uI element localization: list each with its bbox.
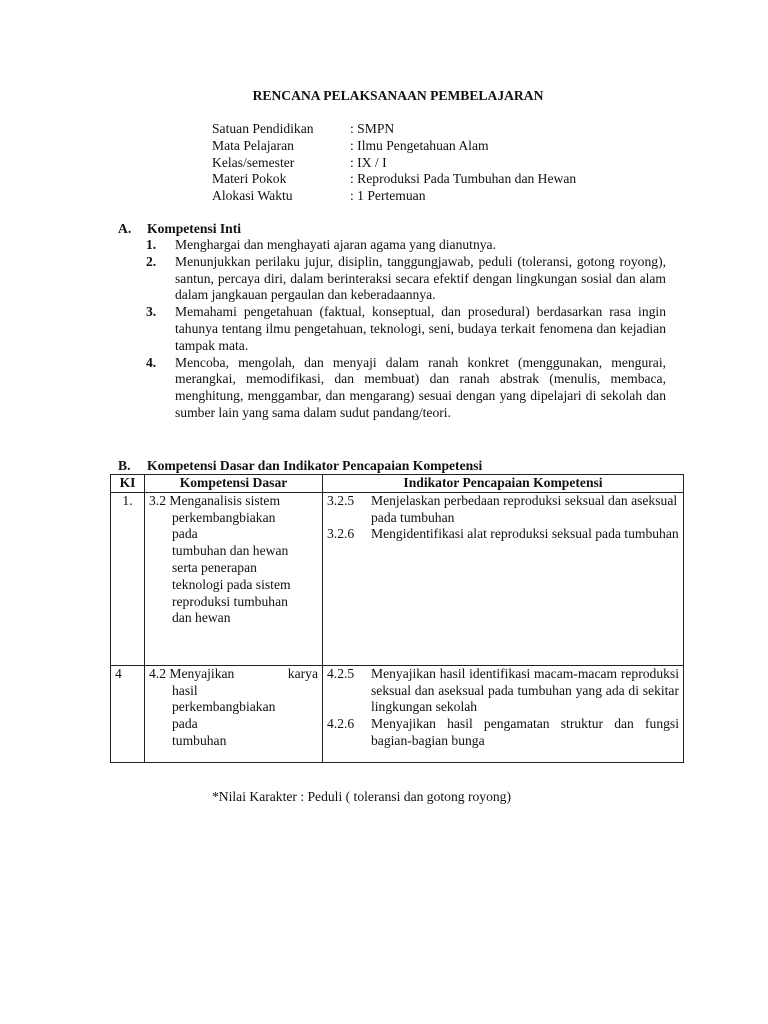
meta-value: : SMPN	[350, 121, 395, 136]
identity-block	[212, 121, 576, 205]
kd-line: tumbuhan	[172, 732, 227, 748]
column-header-indicator: Indikator Pencapaian Kompetensi	[323, 475, 684, 493]
column-header-kd: Kompetensi Dasar	[145, 475, 323, 493]
list-item	[146, 355, 666, 422]
list-item	[146, 304, 666, 354]
indicator-text: Menyajikan hasil identifikasi macam-macam reproduksi seksual dan aseksual pada tumbuhan yang ada di sekitar lingkungan sekolah	[371, 665, 679, 715]
kd-cell	[145, 492, 323, 665]
meta-row	[212, 171, 576, 188]
ki-cell: 4	[111, 665, 145, 762]
indicator-code: 3.2.6	[327, 526, 355, 542]
meta-value: : IX / I	[350, 154, 387, 170]
column-header-ki: KI	[111, 475, 145, 493]
competency-table	[110, 474, 684, 763]
indicator-item	[327, 493, 679, 527]
item-text: Menunjukkan perilaku jujur, disiplin, tanggungjawab, peduli (toleransi, gotong royong), santun, percaya diri, dalam berinteraksi secara efektif dengan lingkungan sosial dan alam dalam jangkauan pergaulan dan keberadaannya.	[175, 253, 666, 303]
item-text: Mencoba, mengolah, dan menyaji dalam ranah konkret (menggunakan, mengurai, merangkai, memodifikasi, dan membuat) dan ranah abstrak (menulis, membaca, menghitung, menggambar, dan mengarang) sesuai dengan yang dipelajari di sekolah dan sumber lain yang sama dalam sudut pandang/teori.	[175, 354, 666, 420]
page-title: RENCANA PELAKSANAAN PEMBELAJARAN	[252, 88, 544, 103]
indicator-item	[327, 666, 679, 716]
section-a-heading	[118, 221, 241, 238]
kd-line: serta penerapan	[172, 559, 257, 575]
kd-line: perkembangbiakan	[172, 509, 276, 525]
indicator-text: Mengidentifikasi alat reproduksi seksual pada tumbuhan	[371, 526, 679, 542]
character-value-note: *Nilai Karakter : Peduli ( toleransi dan gotong royong)	[212, 789, 511, 804]
kd-text: karya	[287, 665, 318, 681]
kompetensi-inti-list	[146, 237, 666, 422]
meta-key: Alokasi Waktu	[212, 188, 293, 204]
list-item	[146, 237, 666, 254]
meta-value: : 1 Pertemuan	[350, 188, 426, 204]
kd-line: pada	[172, 526, 198, 542]
section-letter: B.	[118, 458, 131, 473]
item-number: 1.	[146, 237, 157, 252]
item-number: 2.	[146, 253, 157, 269]
table-header-row	[111, 475, 684, 493]
indicator-code: 4.2.6	[327, 716, 355, 732]
meta-value: : Reproduksi Pada Tumbuhan dan Hewan	[350, 171, 577, 187]
meta-key: Mata Pelajaran	[212, 137, 294, 153]
indicator-item	[327, 716, 679, 750]
indicator-item	[327, 526, 679, 543]
kd-text: 4.2 Menyajikan	[149, 665, 235, 681]
meta-value: : Ilmu Pengetahuan Alam	[350, 137, 489, 153]
indicator-text: Menyajikan hasil pengamatan struktur dan fungsi bagian-bagian bunga	[371, 716, 679, 748]
item-text: Menghargai dan menghayati ajaran agama yang dianutnya.	[175, 237, 496, 252]
indicator-text: Menjelaskan perbedaan reproduksi seksual dan aseksual pada tumbuhan	[371, 492, 678, 525]
meta-row	[212, 155, 576, 172]
indicator-code: 3.2.5	[327, 492, 355, 508]
item-text: Memahami pengetahuan (faktual, konseptual, dan prosedural) berdasarkan rasa ingin tahunya tentang ilmu pengetahuan, teknologi, seni, budaya terkait fenomena dan kejadian tampak mata.	[175, 304, 666, 353]
meta-key: Kelas/semester	[212, 154, 295, 170]
meta-key: Materi Pokok	[212, 171, 287, 187]
list-item	[146, 254, 666, 304]
table-row	[111, 665, 684, 762]
ki-cell: 1.	[111, 492, 145, 665]
section-title: Kompetensi Dasar dan Indikator Pencapaian Kompetensi	[147, 458, 483, 473]
kd-line: hasil	[172, 682, 198, 698]
kd-line: perkembangbiakan	[172, 699, 276, 715]
kd-line: teknologi pada sistem	[172, 576, 291, 592]
kd-line: pada	[172, 716, 198, 732]
kd-line: tumbuhan dan hewan	[172, 543, 289, 559]
kd-line: 3.2 Menganalisis sistem	[149, 492, 281, 508]
meta-row	[212, 121, 576, 138]
kd-line: dan hewan	[172, 610, 231, 626]
meta-row	[212, 188, 576, 205]
kd-cell	[145, 665, 323, 762]
section-letter: A.	[118, 221, 132, 236]
indicator-code: 4.2.5	[327, 665, 355, 681]
kd-line: reproduksi tumbuhan	[172, 593, 288, 609]
item-number: 3.	[146, 304, 157, 320]
indicator-cell	[323, 492, 684, 665]
table-row	[111, 492, 684, 665]
meta-row	[212, 138, 576, 155]
kd-line	[149, 666, 318, 683]
section-title: Kompetensi Inti	[147, 221, 242, 236]
indicator-cell	[323, 665, 684, 762]
section-b-heading	[118, 458, 482, 475]
item-number: 4.	[146, 354, 157, 370]
meta-key: Satuan Pendidikan	[212, 121, 314, 136]
